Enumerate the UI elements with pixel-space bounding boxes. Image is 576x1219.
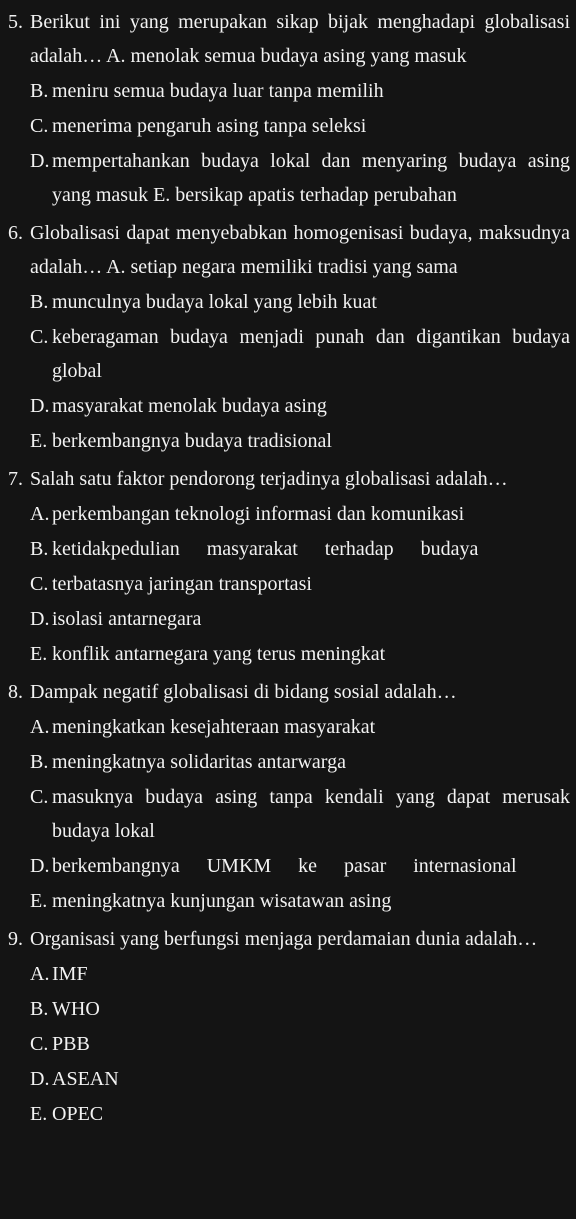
option-b [30,285,570,319]
question-number: 5. [8,11,23,33]
question-5 [8,5,570,212]
option-a [30,957,570,991]
option-c [30,109,570,143]
option-letter: E. [30,890,48,912]
question-number: 9. [8,928,23,950]
option-text: OPEC [52,1103,104,1125]
question-8 [8,675,570,918]
option-text: menerima pengaruh asing tanpa seleksi [52,115,367,137]
option-letter: C. [30,326,49,348]
option-letter: B. [30,998,49,1020]
option-text: masyarakat menolak budaya asing [52,395,327,417]
option-b [30,74,570,108]
option-b [30,745,570,779]
option-text: meningkatnya kunjungan wisatawan asing [52,890,392,912]
question-6 [8,216,570,458]
option-text: meningkatkan kesejahteraan masyarakat [52,716,376,738]
option-list [30,74,570,212]
option-c [30,780,570,848]
question-stem: Dampak negatif globalisasi di bidang sosial adalah… [30,681,457,703]
option-d [30,144,570,212]
option-text: ASEAN [52,1068,119,1090]
question-7 [8,462,570,671]
question-body [30,462,570,671]
option-text: mempertahankan budaya lokal dan menyaring budaya asing yang masuk E. bersikap apatis terhadap perubahan [52,150,570,206]
option-letter: E. [30,430,48,452]
option-d [30,849,570,883]
option-list [30,957,570,1131]
option-d [30,602,570,636]
question-stem: Organisasi yang berfungsi menjaga perdamaian dunia adalah… [30,928,538,950]
option-list [30,710,570,918]
option-letter: E. [30,643,48,665]
option-text: munculnya budaya lokal yang lebih kuat [52,291,377,313]
option-a [30,497,570,531]
option-list [30,497,570,671]
option-text: meningkatnya solidaritas antarwarga [52,751,346,773]
question-body [30,922,570,1131]
option-text: ketidakpedulian masyarakat terhadap budaya [52,538,479,560]
option-text: PBB [52,1033,90,1055]
question-number: 7. [8,468,23,490]
question-number: 8. [8,681,23,703]
option-letter: C. [30,573,49,595]
question-body [30,5,570,212]
option-e [30,884,570,918]
option-text: meniru semua budaya luar tanpa memilih [52,80,384,102]
option-list [30,285,570,458]
option-letter: D. [30,608,50,630]
option-letter: A. [30,963,50,985]
option-letter: B. [30,751,49,773]
option-text: WHO [52,998,100,1020]
option-b [30,992,570,1026]
question-body [30,216,570,458]
option-letter: B. [30,80,49,102]
option-c [30,320,570,388]
question-stem: Salah satu faktor pendorong terjadinya globalisasi adalah… [30,468,508,490]
option-letter: B. [30,291,49,313]
option-letter: C. [30,115,49,137]
option-c [30,1027,570,1061]
option-d [30,389,570,423]
option-text: IMF [52,963,88,985]
option-text: keberagaman budaya menjadi punah dan digantikan budaya global [52,326,570,382]
option-text: berkembangnya UMKM ke pasar internasional [52,855,517,877]
option-e [30,637,570,671]
option-letter: E. [30,1103,48,1125]
option-text: isolasi antarnegara [52,608,202,630]
question-stem: Berikut ini yang merupakan sikap bijak menghadapi globalisasi adalah… A. menolak semua budaya asing yang masuk [30,11,570,67]
option-letter: A. [30,503,50,525]
question-body [30,675,570,918]
option-letter: D. [30,855,50,877]
option-letter: D. [30,150,50,172]
option-letter: B. [30,538,49,560]
option-text: konflik antarnegara yang terus meningkat [52,643,386,665]
option-text: terbatasnya jaringan transportasi [52,573,312,595]
question-9 [8,922,570,1131]
option-text: masuknya budaya asing tanpa kendali yang dapat merusak budaya lokal [52,786,570,842]
option-e [30,1097,570,1131]
option-text: perkembangan teknologi informasi dan komunikasi [52,503,465,525]
option-letter: D. [30,395,50,417]
question-stem: Globalisasi dapat menyebabkan homogenisasi budaya, maksudnya adalah… A. setiap negara memiliki tradisi yang sama [30,222,570,278]
option-e [30,424,570,458]
option-d [30,1062,570,1096]
question-number: 6. [8,222,23,244]
option-a [30,710,570,744]
option-letter: C. [30,1033,49,1055]
option-letter: C. [30,786,49,808]
option-c [30,567,570,601]
option-letter: A. [30,716,50,738]
option-letter: D. [30,1068,50,1090]
option-b [30,532,570,566]
option-text: berkembangnya budaya tradisional [52,430,332,452]
